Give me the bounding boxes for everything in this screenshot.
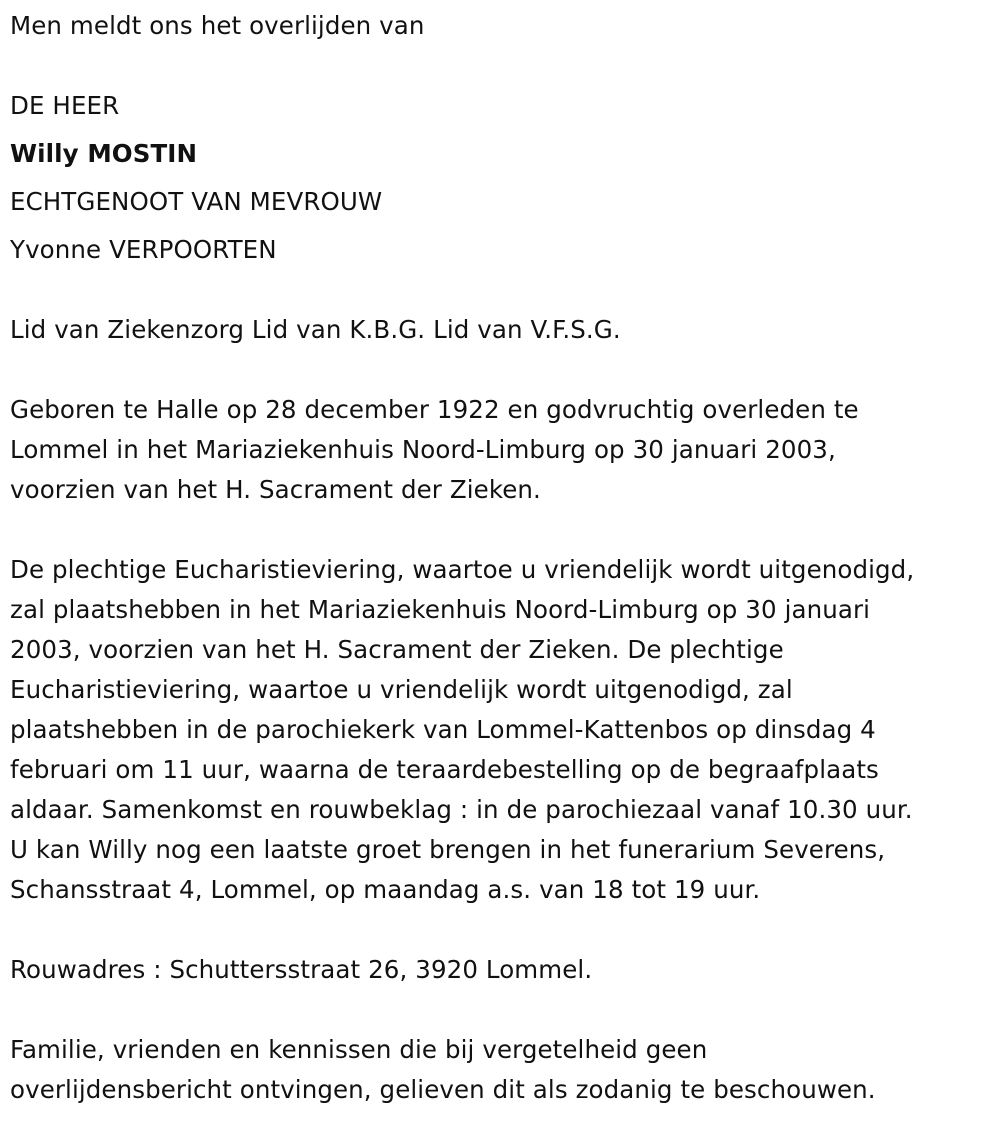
paragraph-line: februari om 11 uur, waarna de teraardebestelling op de begraafplaats [10, 755, 879, 784]
paragraph-line: overlijdensbericht ontvingen, gelieven dit als zodanig te beschouwen. [10, 1075, 876, 1104]
paragraph-line: Geboren te Halle op 28 december 1922 en godvruchtig overleden te [10, 395, 859, 424]
paragraph-line: aldaar. Samenkomst en rouwbeklag : in de parochiezaal vanaf 10.30 uur. [10, 795, 913, 824]
paragraph-line: zal plaatshebben in het Mariaziekenhuis Noord-Limburg op 30 januari [10, 595, 871, 624]
paragraph-line: plaatshebben in de parochiekerk van Lommel-Kattenbos op dinsdag 4 [10, 715, 876, 744]
paragraph-line: Lommel in het Mariaziekenhuis Noord-Limburg op 30 januari 2003, [10, 435, 836, 464]
mourning-address: Rouwadres : Schuttersstraat 26, 3920 Lommel. [10, 955, 593, 984]
spouse-name: Yvonne VERPOORTEN [10, 235, 277, 264]
deceased-name: Willy MOSTIN [10, 139, 198, 168]
intro-text: Men meldt ons het overlijden van [10, 11, 425, 40]
paragraph-line: U kan Willy nog een laatste groet brengen in het funerarium Severens, [10, 835, 886, 864]
family-notice-paragraph [10, 1030, 992, 1110]
birth-death-paragraph [10, 390, 992, 510]
spouse-label: ECHTGENOOT VAN MEVROUW [10, 187, 383, 216]
ceremony-paragraph [10, 550, 1000, 910]
paragraph-line: 2003, voorzien van het H. Sacrament der Zieken. De plechtige [10, 635, 784, 664]
paragraph-line: Eucharistieviering, waartoe u vriendelijk wordt uitgenodigd, zal [10, 675, 793, 704]
memberships: Lid van Ziekenzorg Lid van K.B.G. Lid van V.F.S.G. [10, 315, 621, 344]
paragraph-line: Schansstraat 4, Lommel, op maandag a.s. van 18 tot 19 uur. [10, 875, 761, 904]
paragraph-line: De plechtige Eucharistieviering, waartoe u vriendelijk wordt uitgenodigd, [10, 555, 915, 584]
paragraph-line: Familie, vrienden en kennissen die bij vergetelheid geen [10, 1035, 708, 1064]
deceased-title: DE HEER [10, 91, 120, 120]
paragraph-line: voorzien van het H. Sacrament der Zieken. [10, 475, 541, 504]
